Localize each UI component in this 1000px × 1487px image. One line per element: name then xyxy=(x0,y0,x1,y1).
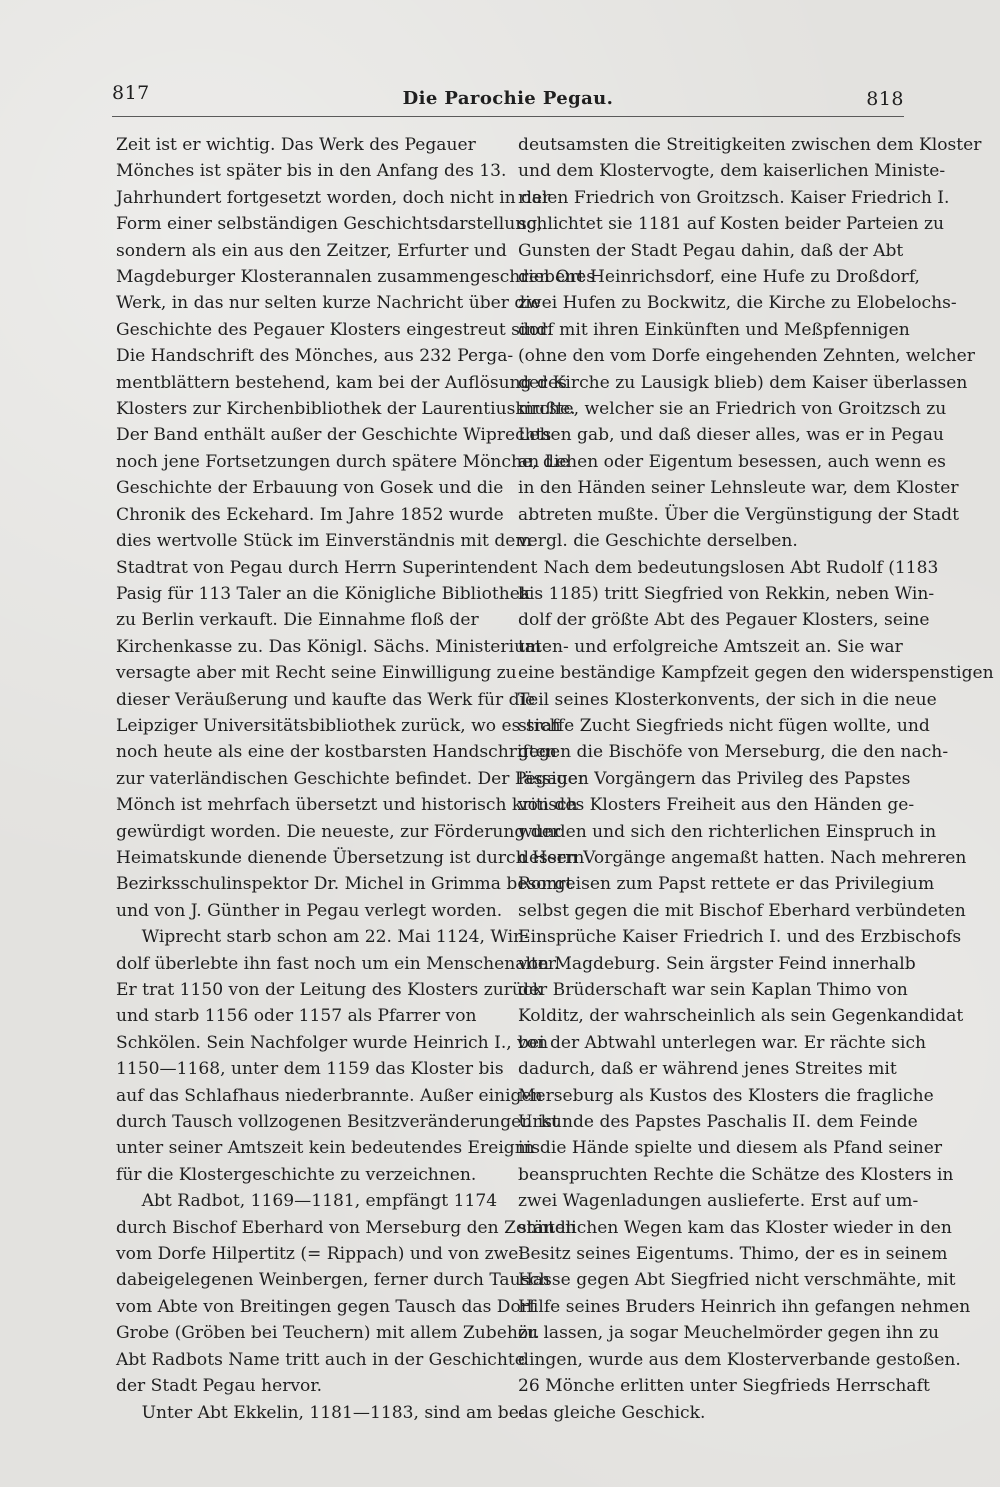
text-line: dolf überlebte ihn fast noch um ein Menschenalter. xyxy=(116,953,560,974)
text-line: Der Band enthält außer der Geschichte Wiprechts xyxy=(116,425,552,446)
text-line: 26 Mönche erlitten unter Siegfrieds Herrschaft xyxy=(518,1376,930,1397)
text-line: sondern als ein aus den Zeitzer, Erfurter und xyxy=(116,240,507,261)
text-line: an Lehen oder Eigentum besessen, auch wenn es xyxy=(518,451,946,472)
text-line: der Brüderschaft war sein Kaplan Thimo von xyxy=(518,980,908,1000)
text-line: bei der Abtwahl unterlegen war. Er rächte sich xyxy=(518,1032,927,1053)
text-line: dabeigelegenen Weinbergen, ferner durch Tausch xyxy=(116,1270,550,1291)
text-line: vergl. die Geschichte derselben. xyxy=(518,531,798,552)
text-line: Mönch ist mehrfach übersetzt und historisch kritisch xyxy=(116,795,578,816)
text-line: Jahrhundert fortgesetzt worden, doch nicht in der xyxy=(116,187,551,208)
text-line: Chronik des Eckehard. Im Jahre 1852 wurde xyxy=(116,504,504,525)
text-line: der Stadt Pegau hervor. xyxy=(116,1376,323,1397)
text-line: taten- und erfolgreiche Amtszeit an. Sie war xyxy=(518,636,903,657)
text-line: und von J. Günther in Pegau verlegt worden. xyxy=(116,900,503,921)
text-line: auf das Schlafhaus niederbrannte. Außer einigen xyxy=(116,1085,543,1106)
text-line: Geschichte der Erbauung von Gosek und die xyxy=(116,478,504,499)
text-line: durch Tausch vollzogenen Besitzveränderungen ist xyxy=(116,1112,559,1133)
text-line: ständlichen Wegen kam das Kloster wieder in den xyxy=(518,1217,952,1238)
text-line: von des Klosters Freiheit aus den Händen ge- xyxy=(518,795,915,816)
text-line: Einsprüche Kaiser Friedrich I. und des Erzbischofs xyxy=(518,927,962,948)
text-line: Urkunde des Papstes Paschalis II. dem Feinde xyxy=(518,1112,918,1133)
text-line: Lehen gab, und daß dieser alles, was er in Pegau xyxy=(518,425,944,446)
text-line: 1150—1168, unter dem 1159 das Kloster bis xyxy=(116,1059,504,1080)
text-line: rialen Friedrich von Groitzsch. Kaiser Friedrich I. xyxy=(518,187,950,208)
text-line: dies wertvolle Stück im Einverständnis mit dem xyxy=(116,531,532,552)
running-title: Die Parochie Pegau. xyxy=(402,88,614,109)
text-line: der Kirche zu Lausigk blieb) dem Kaiser überlassen xyxy=(518,372,968,393)
text-line: Merseburg als Kustos des Klosters die fragliche xyxy=(518,1085,934,1106)
text-line: vom Dorfe Hilpertitz (= Rippach) und von zwei xyxy=(116,1244,524,1265)
text-line: Pasig für 113 Taler an die Königliche Bibliothek xyxy=(116,583,531,604)
text-line: Magdeburger Klosterannalen zusammengeschriebenes xyxy=(116,267,596,288)
text-line: noch heute als eine der kostbarsten Handschriften xyxy=(116,742,557,763)
text-line: Zeit ist er wichtig. Das Werk des Pegauer xyxy=(116,135,476,155)
text-line: wunden und sich den richterlichen Einspruch in xyxy=(518,821,937,842)
text-line: Werk, in das nur selten kurze Nachricht über die xyxy=(116,293,541,314)
text-line: gegen die Bischöfe von Merseburg, die den nach- xyxy=(518,742,949,763)
text-line: Grobe (Gröben bei Teuchern) mit allem Zubehör. xyxy=(116,1323,540,1344)
text-line: das gleiche Geschick. xyxy=(518,1402,706,1423)
text-line: Wiprecht starb schon am 22. Mai 1124, Win- xyxy=(141,927,530,948)
text-line: in den Händen seiner Lehnsleute war, dem Kloster xyxy=(518,478,959,499)
text-line: versagte aber mit Recht seine Einwilligung zu xyxy=(116,663,517,684)
text-line: Leipziger Universitätsbibliothek zurück, wo es sich xyxy=(116,715,561,736)
text-line: abtreten mußte. Über die Vergünstigung der Stadt xyxy=(518,504,959,525)
text-line: Die Handschrift des Mönches, aus 232 Perga- xyxy=(116,346,514,367)
text-line: in die Hände spielte und diesem als Pfand seiner xyxy=(518,1138,943,1159)
text-line: und starb 1156 oder 1157 als Pfarrer von xyxy=(116,1006,477,1027)
text-line: Er trat 1150 von der Leitung des Klosters zurück xyxy=(116,980,543,1000)
text-line: Abt Radbots Name tritt auch in der Geschichte xyxy=(116,1349,525,1370)
text-line: (ohne den vom Dorfe eingehenden Zehnten, welcher xyxy=(518,346,975,367)
text-line: Teil seines Klosterkonvents, der sich in die neue xyxy=(518,689,937,710)
text-line: dolf der größte Abt des Pegauer Klosters, seine xyxy=(518,610,930,631)
text-line: lässigen Vorgängern das Privileg des Papstes xyxy=(518,768,911,789)
text-line: Romreisen zum Papst rettete er das Privilegium xyxy=(518,874,935,895)
text-line: Besitz seines Eigentums. Thimo, der es in seinem xyxy=(518,1244,948,1265)
text-line: von Magdeburg. Sein ärgster Feind innerhalb xyxy=(518,953,916,974)
right-text-column xyxy=(518,132,994,1426)
text-line: gewürdigt worden. Die neueste, zur Förderung der xyxy=(116,821,561,842)
left-text-column xyxy=(116,132,596,1426)
text-line: Hasse gegen Abt Siegfried nicht verschmähte, mit xyxy=(518,1270,956,1291)
text-line: zwei Hufen zu Bockwitz, die Kirche zu Elobelochs- xyxy=(518,293,957,314)
text-line: Bezirksschulinspektor Dr. Michel in Grimma besorgt xyxy=(116,874,573,895)
text-line: dieser Veräußerung und kaufte das Werk für die xyxy=(116,689,536,710)
text-line: Kirchenkasse zu. Das Königl. Sächs. Ministerium xyxy=(116,636,542,657)
text-line: Heimatskunde dienende Übersetzung ist durch Herrn xyxy=(116,847,585,868)
text-line: mentblättern bestehend, kam bei der Auflösung des xyxy=(116,372,567,393)
text-line: Unter Abt Ekkelin, 1181—1183, sind am be- xyxy=(141,1402,525,1423)
text-line: unter seiner Amtszeit kein bedeutendes Ereignis xyxy=(116,1138,540,1159)
text-line: beanspruchten Rechte die Schätze des Klosters in xyxy=(518,1164,954,1185)
page-number-left: 817 xyxy=(112,82,150,104)
text-line: Stadtrat von Pegau durch Herrn Superintendent xyxy=(116,557,538,578)
text-line: Hilfe seines Bruders Heinrich ihn gefangen nehmen xyxy=(518,1296,971,1317)
text-line: Form einer selbständigen Geschichtsdarstellung, xyxy=(116,214,543,235)
page-number-right: 818 xyxy=(866,88,904,110)
text-line: schlichtet sie 1181 auf Kosten beider Parteien zu xyxy=(518,214,944,235)
text-line: dessen Vorgänge angemaßt hatten. Nach mehreren xyxy=(518,847,967,868)
text-line: vom Abte von Breitingen gegen Tausch das Dorf xyxy=(116,1296,536,1317)
text-line: den Ort Heinrichsdorf, eine Hufe zu Droßdorf, xyxy=(518,267,920,288)
text-line: mußte, welcher sie an Friedrich von Groitzsch zu xyxy=(518,399,947,420)
text-line: für die Klostergeschichte zu verzeichnen. xyxy=(116,1164,477,1185)
text-line: Schkölen. Sein Nachfolger wurde Heinrich I., von xyxy=(116,1032,549,1053)
text-line: Abt Radbot, 1169—1181, empfängt 1174 xyxy=(141,1191,498,1212)
text-line: eine beständige Kampfzeit gegen den widerspenstigen xyxy=(518,663,994,684)
text-line: Mönches ist später bis in den Anfang des 13. xyxy=(116,161,507,182)
text-line: deutsamsten die Streitigkeiten zwischen dem Kloster xyxy=(518,135,982,155)
text-line: durch Bischof Eberhard von Merseburg den Zehnten xyxy=(116,1217,577,1238)
text-line: dingen, wurde aus dem Klosterverbande gestoßen. xyxy=(518,1349,961,1370)
text-line: Kolditz, der wahrscheinlich als sein Gegenkandidat xyxy=(518,1006,964,1027)
text-line: Geschichte des Pegauer Klosters eingestreut sind. xyxy=(116,319,553,340)
text-line: dorf mit ihren Einkünften und Meßpfennigen xyxy=(518,319,910,340)
text-line: noch jene Fortsetzungen durch spätere Mönche, die xyxy=(116,451,570,472)
text-line: Klosters zur Kirchenbibliothek der Laurentiuskirche. xyxy=(116,399,576,420)
text-line: Nach dem bedeutungslosen Abt Rudolf (1183 xyxy=(543,557,939,578)
page-header xyxy=(112,82,904,117)
text-line: dadurch, daß er während jenes Streites mit xyxy=(518,1059,897,1080)
text-line: bis 1185) tritt Siegfried von Rekkin, neben Win- xyxy=(518,583,935,604)
text-line: straffe Zucht Siegfrieds nicht fügen wollte, und xyxy=(518,715,930,736)
text-line: zwei Wagenladungen auslieferte. Erst auf um- xyxy=(518,1191,919,1212)
text-line: zur vaterländischen Geschichte befindet. Der Pegauer xyxy=(116,768,587,789)
text-line: zu lassen, ja sogar Meuchelmörder gegen ihn zu xyxy=(518,1323,939,1344)
text-line: selbst gegen die mit Bischof Eberhard verbündeten xyxy=(518,900,966,921)
text-line: Gunsten der Stadt Pegau dahin, daß der Abt xyxy=(518,240,904,261)
text-line: zu Berlin verkauft. Die Einnahme floß der xyxy=(116,610,479,631)
text-line: und dem Klostervogte, dem kaiserlichen Ministe- xyxy=(518,161,946,182)
